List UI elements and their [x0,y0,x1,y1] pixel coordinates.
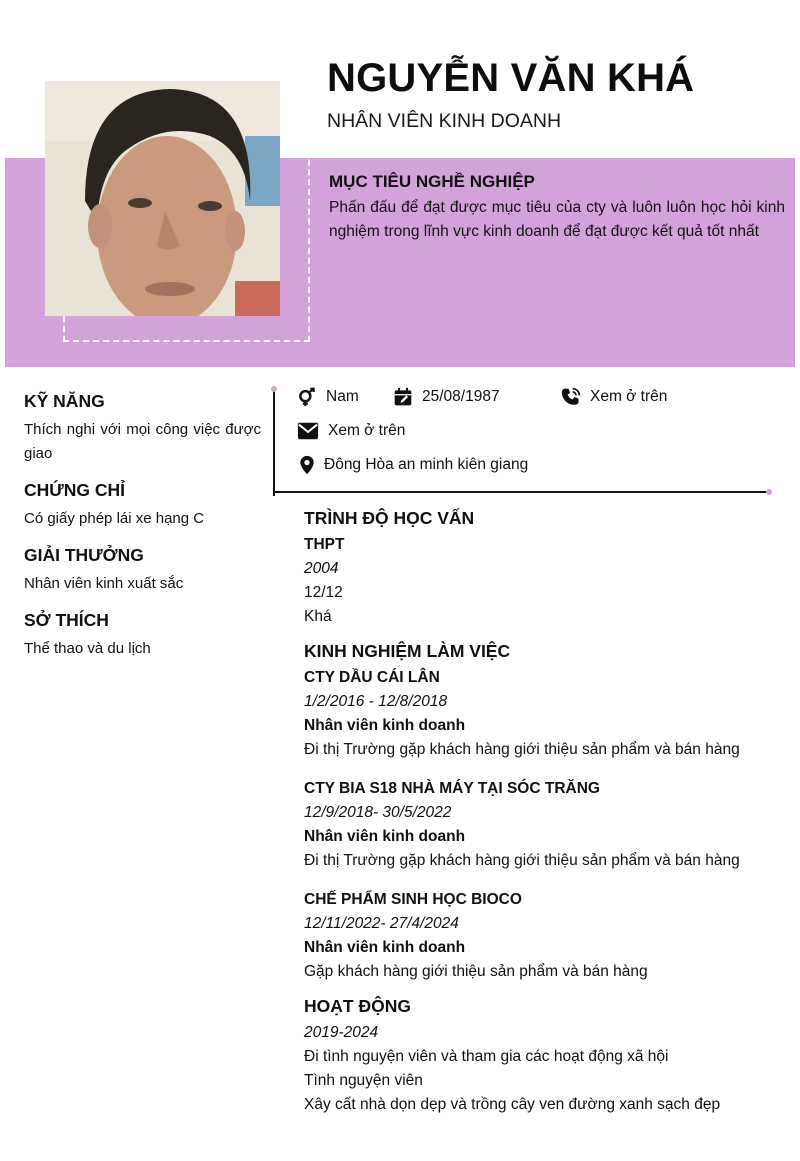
contact-birthday [392,386,500,408]
activities-heading: HOẠT ĐỘNG [304,996,411,1016]
divider-dot-right [766,489,772,495]
job-description: Gặp khách hàng giới thiệu sản phẩm và bán hàng [304,963,648,980]
activity-description: Xây cất nhà dọn dẹp và trồng cây ven đường xanh sạch đẹp [304,1096,721,1113]
divider-dot-top [271,386,277,392]
left-column [24,391,261,675]
education-grade: 12/12 [304,584,343,601]
activity-role: Tình nguyện viên [304,1072,423,1089]
address-value: Đông Hòa an minh kiên giang [324,456,529,473]
job-description: Đi thị Trường gặp khách hàng giới thiệu sản phẩm và bán hàng [304,741,740,758]
birthday-value: 25/08/1987 [422,388,500,405]
gender-value: Nam [326,388,359,405]
job-entry [304,666,774,762]
awards-section [24,545,261,596]
phone-value: Xem ở trên [590,388,668,405]
contact-phone [560,386,667,408]
objective-heading: MỤC TIÊU NGHỀ NGHIỆP [329,172,535,191]
profile-photo [45,81,280,316]
contact-divider-horizontal [273,491,769,493]
job-entry [304,777,774,873]
experience-section [304,641,774,984]
contact-address [296,454,528,476]
job-description: Đi thị Trường gặp khách hàng giới thiệu sản phẩm và bán hàng [304,852,740,869]
job-company: CTY BIA S18 NHÀ MÁY TẠI SÓC TRĂNG [304,780,600,797]
skills-heading: KỸ NĂNG [24,391,105,411]
candidate-name: NGUYỄN VĂN KHÁ [327,56,695,100]
job-period: 12/11/2022- 27/4/2024 [304,915,459,932]
job-company: CTY DẦU CÁI LÂN [304,669,440,686]
email-icon [296,420,320,442]
skills-text: Thích nghi với mọi công việc được giao [24,421,261,462]
contact-gender [296,386,359,408]
right-column [304,508,774,1117]
candidate-job-title: NHÂN VIÊN KINH DOANH [327,110,562,132]
hobbies-text: Thể thao và du lịch [24,640,151,657]
job-entry [304,888,774,984]
gender-icon [296,386,318,408]
calendar-icon [392,386,414,408]
phone-icon [560,386,582,408]
email-value: Xem ở trên [328,422,406,439]
contact-divider-vertical [273,389,275,496]
skills-section [24,391,261,466]
education-year: 2004 [304,560,339,577]
experience-heading: KINH NGHIỆM LÀM VIỆC [304,641,511,661]
certificates-heading: CHỨNG CHỈ [24,480,126,500]
job-position: Nhân viên kinh doanh [304,828,466,845]
activities-section [304,996,774,1117]
activity-title: Đi tình nguyện viên và tham gia các hoạt động xã hội [304,1048,669,1065]
certificates-text: Có giấy phép lái xe hạng C [24,510,205,527]
education-heading: TRÌNH ĐỘ HỌC VẤN [304,508,475,528]
certificates-section [24,480,261,531]
awards-heading: GIẢI THƯỞNG [24,545,144,565]
job-company: CHẾ PHẨM SINH HỌC BIOCO [304,891,522,908]
awards-text: Nhân viên kinh xuất sắc [24,575,184,592]
career-objective-section [329,172,785,244]
education-school: THPT [304,536,345,553]
job-position: Nhân viên kinh doanh [304,717,466,734]
location-icon [296,454,318,476]
job-period: 1/2/2016 - 12/8/2018 [304,693,448,710]
education-section [304,508,774,629]
contact-email [296,420,405,442]
education-rank: Khá [304,608,332,625]
portrait-image [45,81,280,316]
activity-period: 2019-2024 [304,1024,379,1041]
job-position: Nhân viên kinh doanh [304,939,466,956]
objective-text: Phấn đấu để đạt được mục tiêu của cty và luôn luôn học hỏi kinh nghiệm trong lĩnh vực kinh doanh để đạt được kết quả tốt nhất [329,199,785,240]
hobbies-section [24,610,261,661]
hobbies-heading: SỞ THÍCH [24,610,109,630]
job-period: 12/9/2018- 30/5/2022 [304,804,452,821]
